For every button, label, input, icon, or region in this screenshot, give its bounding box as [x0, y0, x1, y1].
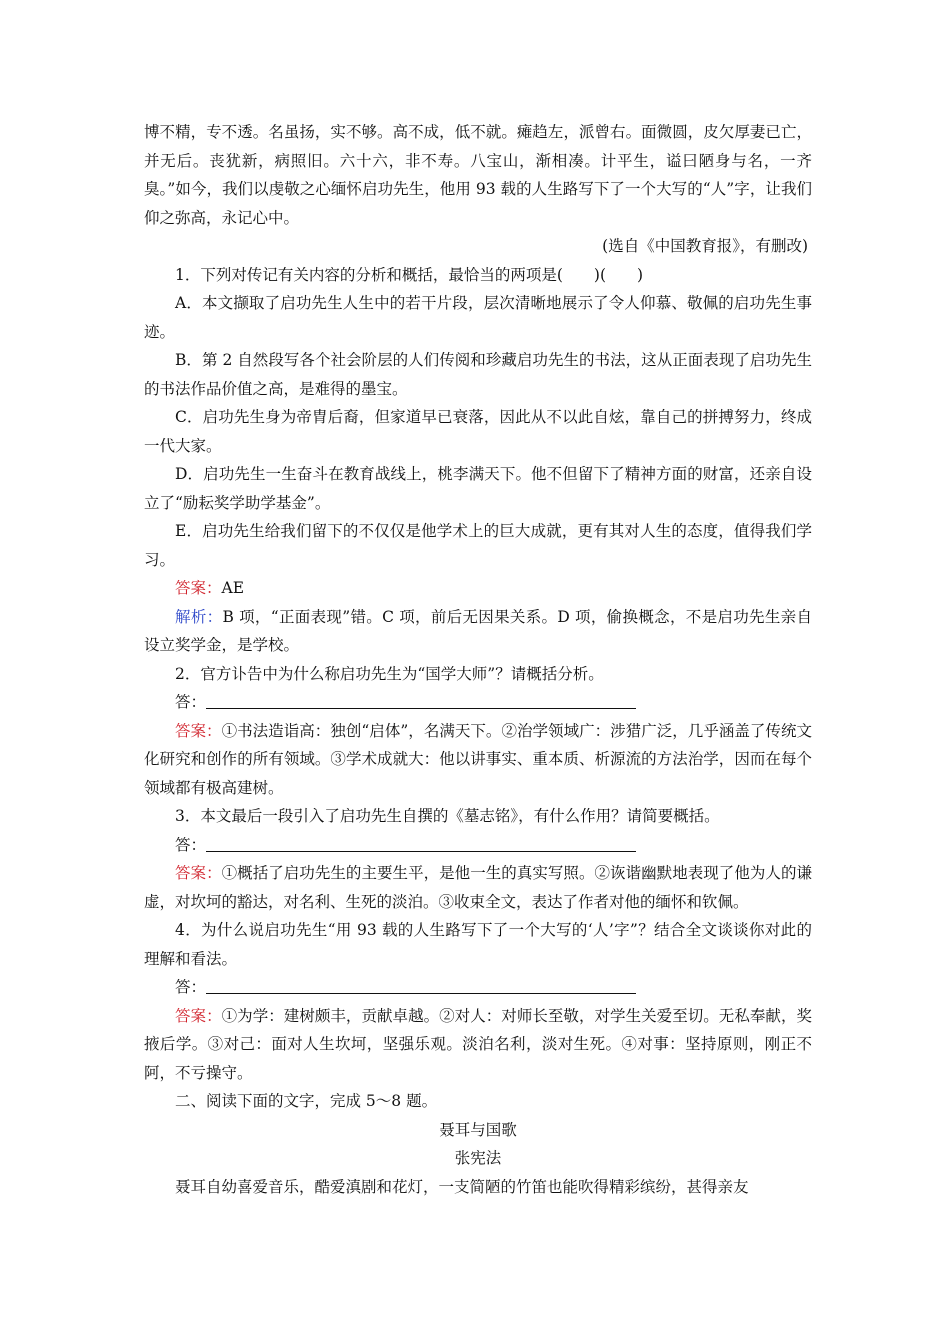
answer-blank-3[interactable]: [144, 831, 812, 860]
answer-text: ①为学：建树颇丰，贡献卓越。②对人：对师长至敬，对学生关爱至切。无私奉献，奖掖后学。③对己：面对人生坎坷，坚强乐观。淡泊名利，淡对生死。④对事：坚持原则，刚正不阿，不亏操守。: [144, 1006, 812, 1082]
passage-ending: 博不精，专不透。名虽扬，实不够。高不成，低不就。瘫趋左，派曾右。面微圆，皮欠厚妻已亡，并无后。丧犹新，病照旧。六十六，非不寿。八宝山，渐相凑。计平生，谥曰陋身与名，一齐臭。”如今，我们以虔敬之心缅怀启功先生，他用 93 载的人生路写下了一个大写的“人”字，让我们仰之弥高，永记心中。: [144, 123, 812, 227]
answer-blank-4[interactable]: [144, 973, 812, 1002]
answer-label: 答案：: [175, 864, 222, 882]
option-b: B．第 2 自然段写各个社会阶层的人们传阅和珍藏启功先生的书法，这从正面表现了启功先生的书法作品价值之高，是难得的墨宝。: [144, 351, 812, 398]
answer-3: [144, 859, 812, 916]
analysis-text: B 项，“正面表现”错。C 项，前后无因果关系。D 项，偷换概念，不是启功先生亲自设立奖学金，是学校。: [144, 607, 812, 654]
question-3: 3．本文最后一段引入了启功先生自撰的《墓志铭》，有什么作用？请简要概括。: [175, 807, 720, 825]
document-page: [144, 118, 812, 1201]
question-4: 4．为什么说启功先生“用 93 载的人生路写下了一个大写的‘人’字”？结合全文谈谈你对此的理解和看法。: [144, 921, 812, 968]
question-2: 2．官方讣告中为什么称启功先生为“国学大师”？请概括分析。: [175, 664, 604, 683]
article-title: 聂耳与国歌: [439, 1120, 517, 1139]
answer-label: 答案：: [175, 579, 222, 597]
option-a: A．本文撷取了启功先生人生中的若干片段，层次清晰地展示了令人仰慕、敬佩的启功先生事迹。: [144, 294, 812, 341]
answer-4: [144, 1002, 812, 1088]
blank-label: 答：: [175, 835, 207, 854]
section-heading: 二、阅读下面的文字，完成 5～8 题。: [175, 1092, 438, 1110]
question-1: 1．下列对传记有关内容的分析和概括，最恰当的两项是( )( ): [175, 265, 644, 284]
source-note: (选自《中国教育报》，有删改): [602, 237, 808, 255]
blank-label: 答：: [175, 978, 207, 996]
answer-blank-2[interactable]: [144, 688, 812, 717]
answer-2: [144, 717, 812, 803]
answer-line[interactable]: [206, 690, 636, 709]
analysis-1: [144, 603, 812, 660]
article-author: 张宪法: [454, 1149, 502, 1167]
answer-text: ①概括了启功先生的主要生平，是他一生的真实写照。②诙谐幽默地表现了他为人的谦虚，对坎坷的豁达，对名利、生死的淡泊。③收束全文，表达了作者对他的缅怀和钦佩。: [144, 864, 812, 911]
answer-text: AE: [221, 579, 245, 597]
blank-label: 答：: [175, 693, 207, 711]
option-e: E．启功先生给我们留下的不仅仅是他学术上的巨大成就，更有其对人生的态度，值得我们学习。: [144, 522, 812, 569]
answer-line[interactable]: [206, 975, 636, 994]
article-paragraph: 聂耳自幼喜爱音乐，酷爱滇剧和花灯，一支简陋的竹笛也能吹得精彩缤纷，甚得亲友: [175, 1177, 749, 1196]
analysis-label: 解析：: [175, 607, 223, 626]
answer-text: ①书法造诣高：独创“启体”，名满天下。②治学领域广：涉猎广泛，几乎涵盖了传统文化研究和创作的所有领域。③学术成就大：他以讲事实、重本质、析源流的方法治学，因而在每个领域都有极高建树。: [144, 721, 812, 797]
answer-1: [144, 574, 812, 603]
option-d: D．启功先生一生奋斗在教育战线上，桃李满天下。他不但留下了精神方面的财富，还亲自设立了“励耘奖学助学基金”。: [144, 465, 812, 512]
answer-label: 答案：: [175, 721, 222, 740]
answer-label: 答案：: [175, 1006, 222, 1025]
answer-line[interactable]: [206, 833, 636, 852]
option-c: C．启功先生身为帝胄后裔，但家道早已衰落，因此从不以此自炫，靠自己的拼搏努力，终成一代大家。: [144, 408, 812, 455]
